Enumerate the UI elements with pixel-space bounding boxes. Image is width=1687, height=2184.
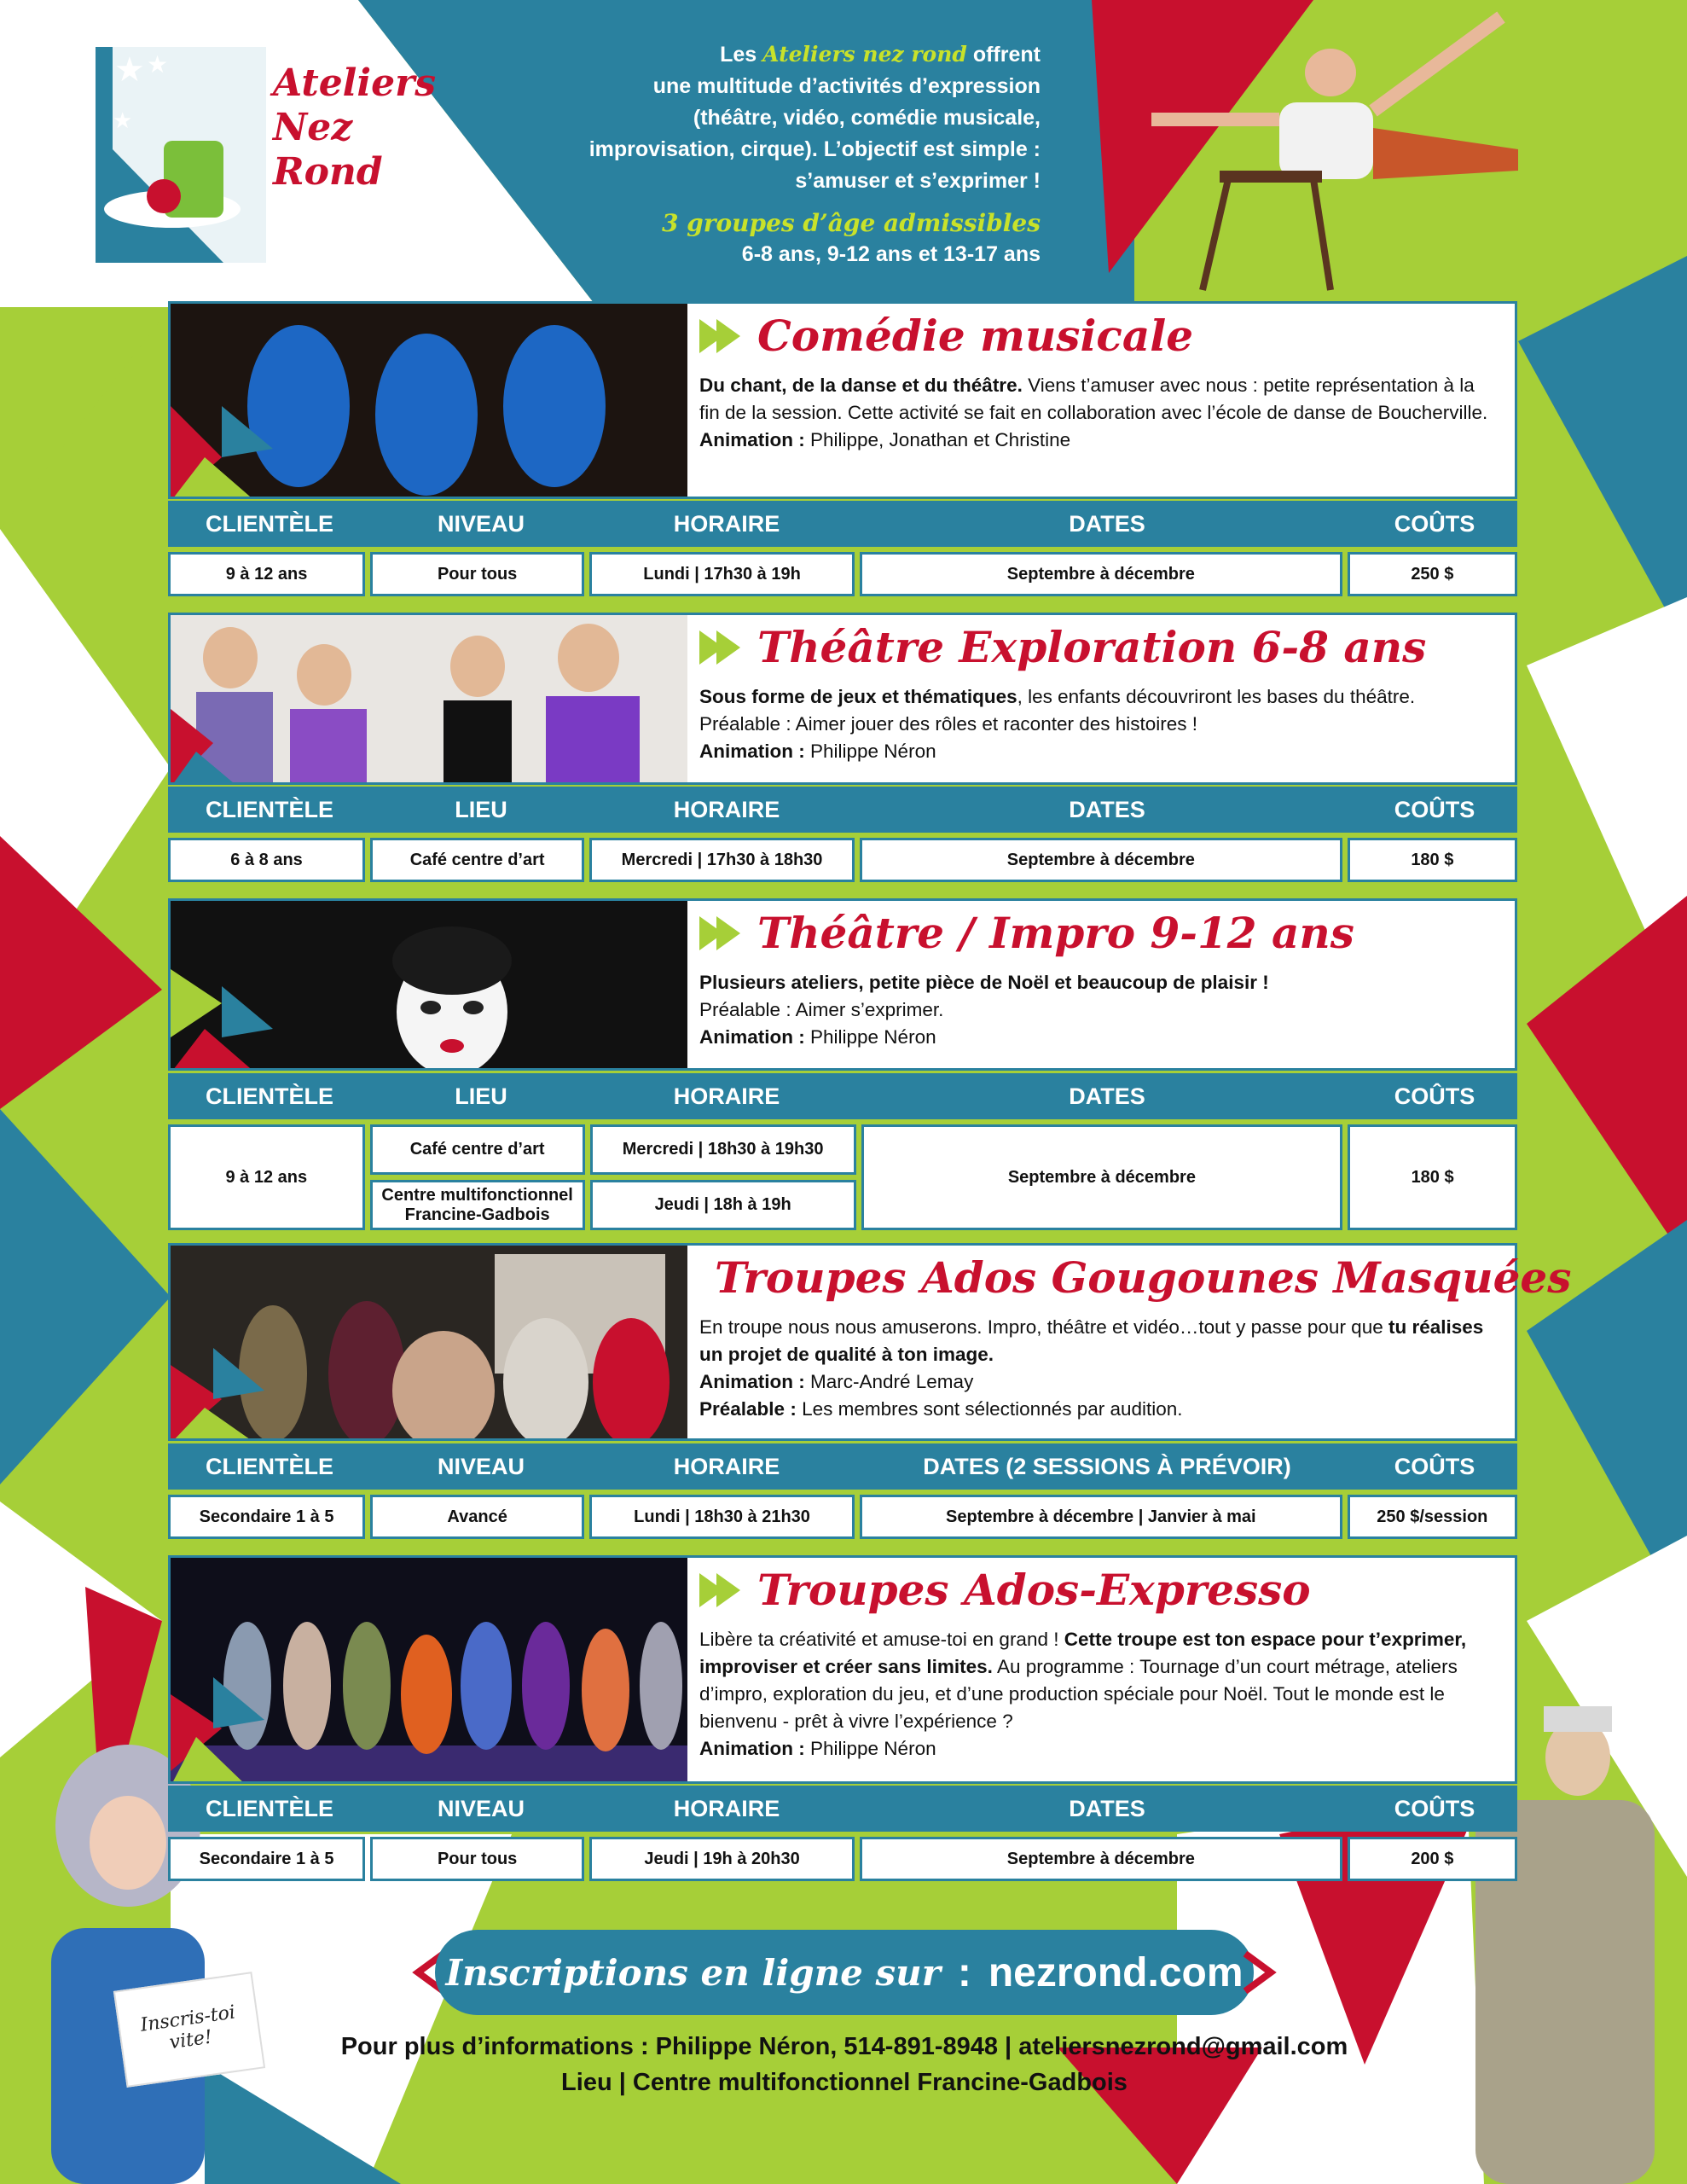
activity-description: Sous forme de jeux et thématiques, les enfants découvriront les bases du théâtre. Préalable : Aimer jouer des rôles et raconter des histoires ! Animation : Philippe Néron xyxy=(699,686,1416,762)
cell-lieu-1: Café centre d’art xyxy=(370,1124,585,1175)
play-arrow-icon xyxy=(699,916,742,950)
activity-photo xyxy=(171,304,687,497)
banner-colon: : xyxy=(957,1949,971,1995)
intro-highlight: Ateliers nez rond xyxy=(762,42,967,67)
header-niveau: NIVEAU xyxy=(437,1795,525,1821)
intro-text: Les Ateliers nez rond offrent une multitude d’activités d’expression (théâtre, vidéo, comédie musicale, improvisation, cirque). L’objectif est simple : s’amuser et s’exprimer ! 3 groupes d’âge admissibles 6-8 ans, 9-12 ans et 13-17 ans xyxy=(512,38,1041,270)
cell-dates: Septembre à décembre xyxy=(860,1837,1342,1881)
contact-line: Pour plus d’informations : Philippe Néron, 514-891-8948 | ateliersnezrond@gmail.com xyxy=(340,2033,1348,2060)
svg-text:★: ★ xyxy=(113,108,133,134)
banner-script-text: Inscriptions en ligne sur xyxy=(445,1951,941,1994)
header-horaire: HORAIRE xyxy=(673,796,780,822)
header-couts: COÛTS xyxy=(1394,1453,1475,1479)
activity-card-comedie-musicale xyxy=(168,301,1517,499)
header-couts: COÛTS xyxy=(1394,1083,1475,1109)
activity-photo xyxy=(171,1246,687,1438)
logo-line-1: Ateliers xyxy=(273,61,437,105)
inscris-toi-sign: Inscris-toi vite! xyxy=(113,1972,265,2088)
activity-table-theatre-exploration xyxy=(168,787,1517,882)
activity-table-comedie-musicale xyxy=(168,501,1517,596)
activity-description: Libère ta créativité et amuse-toi en grand ! Cette troupe est ton espace pour t’exprimer, improviser et créer sans limites. Au programme : Tournage d’un court métrage, ateliers d’impro, exploration du jeu, et d’une production spéciale pour Noël. Tout le monde est le bienvenu - prêt à vivre l’expérience ? Animation : Philippe Néron xyxy=(699,1629,1467,1759)
header-lieu: LIEU xyxy=(455,796,507,822)
activity-description: Plusieurs ateliers, petite pièce de Noël et beaucoup de plaisir ! Préalable : Aimer s’exprimer. Animation : Philippe Néron xyxy=(699,972,1269,1048)
cell-lieu: Café centre d’art xyxy=(370,838,584,882)
header-clientele: CLIENTÈLE xyxy=(205,1083,333,1109)
activity-title: Théâtre Exploration 6-8 ans xyxy=(757,622,1427,672)
header-dates: DATES xyxy=(1069,1795,1145,1821)
header-horaire: HORAIRE xyxy=(673,1453,780,1479)
activity-table-theatre-impro xyxy=(168,1073,1517,1230)
logo-emblem xyxy=(96,47,266,263)
cell-horaire: Lundi | 17h30 à 19h xyxy=(589,552,855,596)
logo-text xyxy=(273,61,436,195)
cell-clientele: Secondaire 1 à 5 xyxy=(168,1837,365,1881)
contact-info xyxy=(256,2029,1433,2100)
header-horaire: HORAIRE xyxy=(673,1083,780,1109)
header-dates: DATES xyxy=(1069,1083,1145,1109)
registration-link[interactable]: nezrond.com xyxy=(988,1949,1244,1995)
activity-table-ados-expresso xyxy=(168,1786,1517,1881)
cell-clientele: 9 à 12 ans xyxy=(168,1124,365,1230)
header-lieu: LIEU xyxy=(455,1083,507,1109)
cell-clientele: 9 à 12 ans xyxy=(168,552,365,596)
activity-photo xyxy=(171,1558,687,1781)
activity-table-gougounes-masquees xyxy=(168,1443,1517,1539)
cell-horaire: Lundi | 18h30 à 21h30 xyxy=(589,1495,855,1539)
logo-line-2: Nez xyxy=(273,106,353,149)
svg-text:★: ★ xyxy=(147,50,169,78)
header-couts: COÛTS xyxy=(1394,796,1475,822)
cell-niveau: Pour tous xyxy=(370,552,584,596)
activity-card-ados-expresso xyxy=(168,1555,1517,1784)
header-couts: COÛTS xyxy=(1394,1795,1475,1821)
play-arrow-icon xyxy=(699,319,742,353)
cell-couts: 250 $/session xyxy=(1348,1495,1517,1539)
activity-title: Comédie musicale xyxy=(757,311,1194,361)
cell-horaire: Mercredi | 17h30 à 18h30 xyxy=(589,838,855,882)
header-clientele: CLIENTÈLE xyxy=(205,1453,333,1479)
cell-dates: Septembre à décembre xyxy=(860,552,1342,596)
activity-card-theatre-impro xyxy=(168,898,1517,1071)
activity-title: Troupes Ados Gougounes Masquées xyxy=(715,1252,1572,1303)
header-dates: DATES (2 SESSIONS À PRÉVOIR) xyxy=(923,1453,1291,1479)
cell-couts: 250 $ xyxy=(1348,552,1517,596)
activity-description: Du chant, de la danse et du théâtre. Viens t’amuser avec nous : petite représentation à la fin de la session. Cette activité se fait en collaboration avec l’école de danse de Boucherville. Animation : Philippe, Jonathan et Christine xyxy=(699,375,1488,450)
header-horaire: HORAIRE xyxy=(673,510,780,537)
cell-niveau: Avancé xyxy=(370,1495,584,1539)
play-arrow-icon xyxy=(699,630,742,665)
registration-banner xyxy=(435,1930,1254,2015)
ages-title: 3 groupes d’âge admissibles xyxy=(661,209,1041,237)
cell-couts: 200 $ xyxy=(1348,1837,1517,1881)
header-dates: DATES xyxy=(1069,510,1145,537)
cell-lieu-2: Centre multifonctionnel Francine-Gadbois xyxy=(370,1180,585,1230)
activity-photo xyxy=(171,901,687,1068)
cell-dates: Septembre à décembre xyxy=(861,1124,1343,1230)
header-couts: COÛTS xyxy=(1394,510,1475,537)
activity-card-theatre-exploration xyxy=(168,613,1517,785)
cell-horaire: Jeudi | 19h à 20h30 xyxy=(589,1837,855,1881)
activity-title: Troupes Ados-Expresso xyxy=(757,1565,1311,1615)
header-clientele: CLIENTÈLE xyxy=(205,1795,333,1821)
header-clientele: CLIENTÈLE xyxy=(205,796,333,822)
header-clientele: CLIENTÈLE xyxy=(205,510,333,537)
activity-description: En troupe nous nous amuserons. Impro, théâtre et vidéo…tout y passe pour que tu réalises un projet de qualité à ton image. Animation : Marc-André Lemay Préalable : Les membres sont sélectionnés par audition. xyxy=(699,1316,1484,1420)
cell-clientele: 6 à 8 ans xyxy=(168,838,365,882)
cell-couts: 180 $ xyxy=(1348,838,1517,882)
cell-couts: 180 $ xyxy=(1348,1124,1517,1230)
ages-list: 6-8 ans, 9-12 ans et 13-17 ans xyxy=(741,242,1041,266)
location-line: Lieu | Centre multifonctionnel Francine-Gadbois xyxy=(561,2069,1128,2096)
cell-clientele: Secondaire 1 à 5 xyxy=(168,1495,365,1539)
header-niveau: NIVEAU xyxy=(437,1453,525,1479)
chevron-right-icon xyxy=(1237,1950,1288,1995)
cell-niveau: Pour tous xyxy=(370,1837,584,1881)
cell-dates: Septembre à décembre xyxy=(860,838,1342,882)
svg-text:★: ★ xyxy=(114,50,145,90)
activity-card-gougounes-masquees xyxy=(168,1243,1572,1441)
cell-horaire-2: Jeudi | 18h à 19h xyxy=(590,1180,856,1230)
activity-title: Théâtre / Impro 9-12 ans xyxy=(757,908,1354,958)
header-horaire: HORAIRE xyxy=(673,1795,780,1821)
header-dates: DATES xyxy=(1069,796,1145,822)
header-niveau: NIVEAU xyxy=(437,510,525,537)
logo-line-3: Rond xyxy=(273,150,383,194)
cell-dates: Septembre à décembre | Janvier à mai xyxy=(860,1495,1342,1539)
activity-photo xyxy=(171,615,687,782)
play-arrow-icon xyxy=(699,1573,742,1607)
cell-horaire-1: Mercredi | 18h30 à 19h30 xyxy=(590,1124,856,1175)
